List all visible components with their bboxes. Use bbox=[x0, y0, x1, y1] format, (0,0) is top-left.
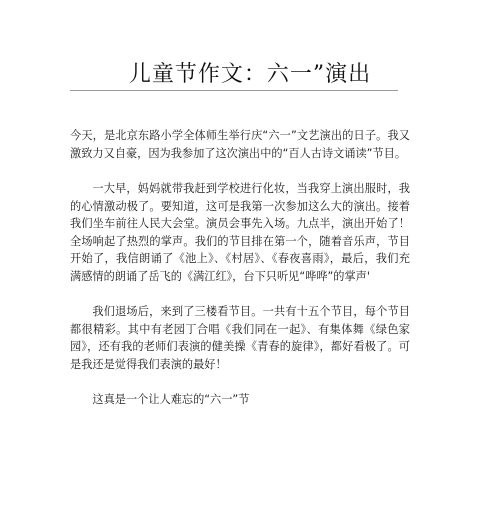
paragraph-4: 这真是一个让人难忘的“六一”节 bbox=[92, 393, 250, 406]
paragraph-1: 今天，是北京东路小学全体师生举行庆“六一”文艺演出的日子。我又激致力又自豪，因为我参加了这次演出中的“百人古诗文诵读”节目。 bbox=[70, 129, 410, 160]
paragraph-3: 我们退场后，来到了三楼看节目。一共有十五个节目，每个节目都很精彩。其中有老园丁合唱《我们同在一起》、有集体舞《绿色家园》，还有我的老师们表演的健美操《青春的旋律》，都好看极了。可是我还是觉得我们表演的最好！ bbox=[70, 305, 410, 371]
document-title: 儿童节作文：六一”演出 bbox=[128, 62, 372, 87]
document-body bbox=[70, 127, 410, 409]
paragraph-2: 一大早，妈妈就带我赶到学校进行化妆，当我穿上演出服时，我的心情激动极了。要知道，这可是我第一次参加这么大的演出。接着我们坐车前往人民大会堂。演员会事先入场。九点半，演出开始了！全场响起了热烈的掌声。我们的节目排在第一个，随着音乐声，节目开始了，我信朗诵了《池上》、《村居》、《春夜喜雨》，最后，我们充满感情的朗诵了岳飞的《满江红》，台下只听见“哗哗”的掌声' bbox=[70, 182, 410, 283]
title-divider bbox=[70, 90, 398, 91]
